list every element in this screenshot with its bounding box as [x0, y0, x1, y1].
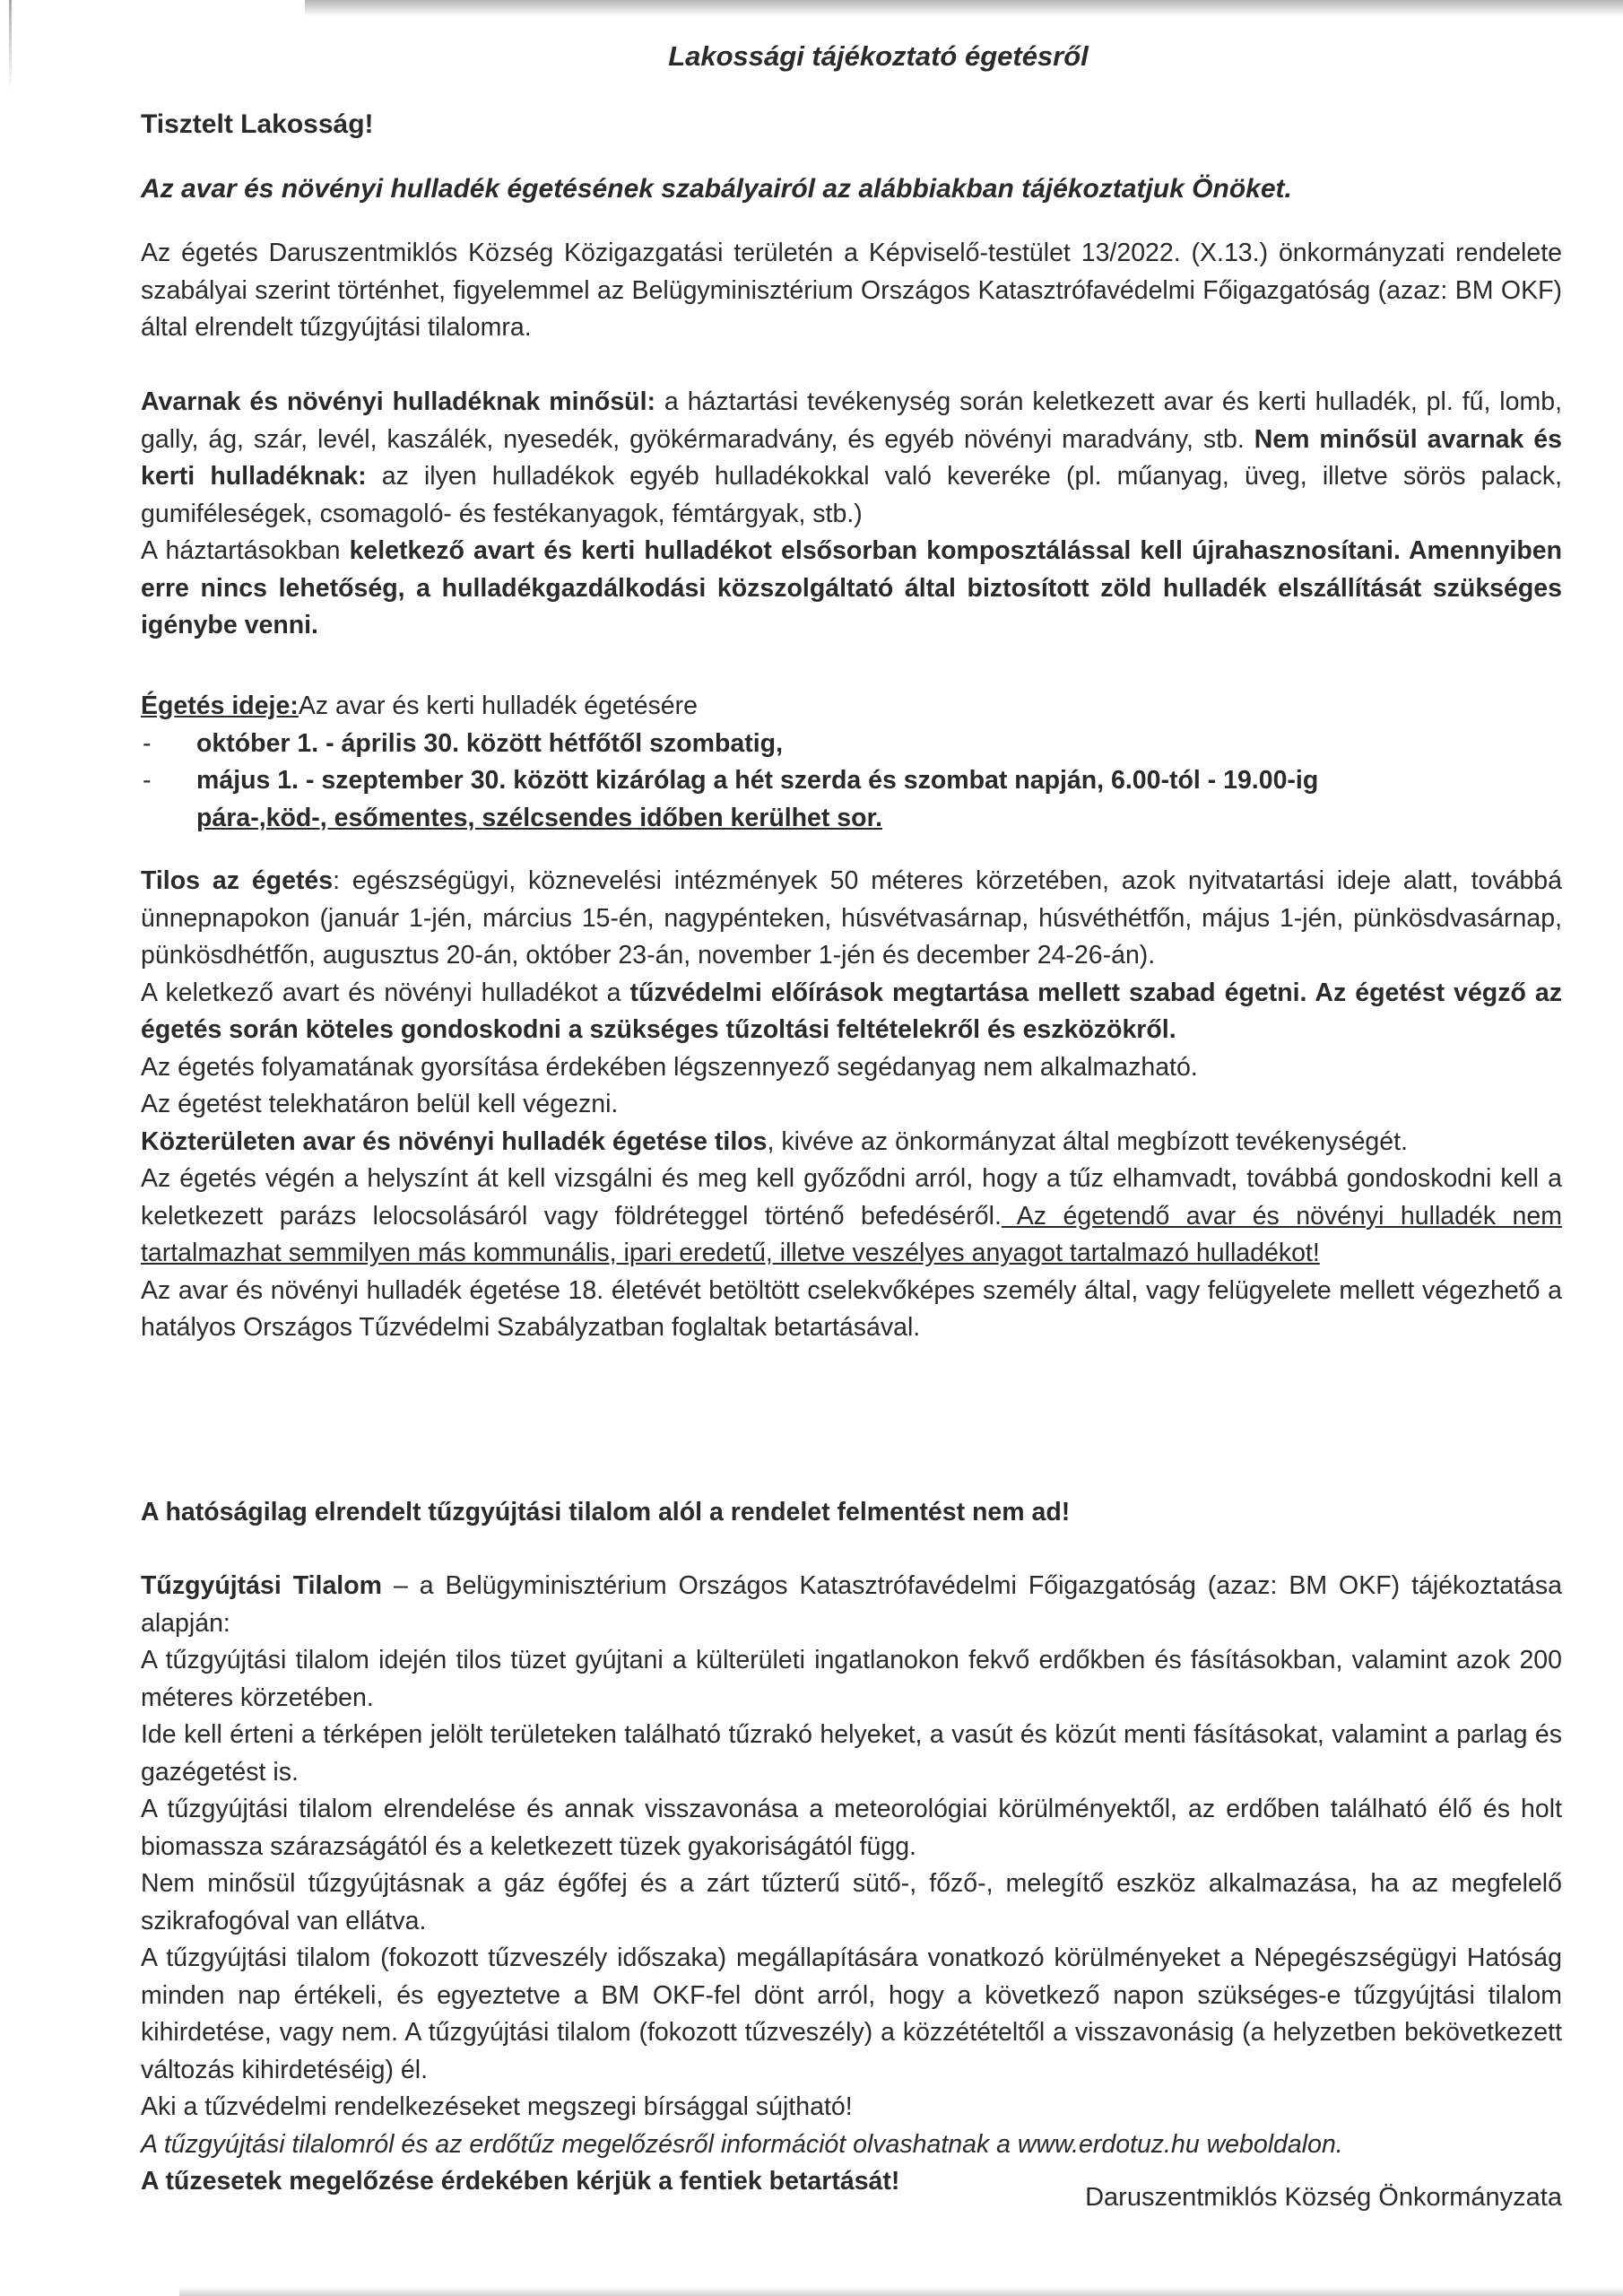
burning-period-text: október 1. - április 30. között hétfőtől szombatig,: [196, 728, 783, 758]
fire-ban-label: Tűzgyújtási Tilalom: [141, 1571, 382, 1600]
no-accelerant-text: Az égetés folyamatának gyorsítása érdekében légszennyező segédanyag nem alkalmazható.: [141, 1052, 1198, 1082]
fire-rules-paragraph: [141, 975, 1562, 1049]
public-area-paragraph: [141, 1124, 1562, 1161]
burning-time-label: Égetés ideje:: [141, 691, 299, 720]
fine-warning: Aki a tűzvédelmi rendelkezéseket megszegi bírsággal sújtható!: [141, 2092, 853, 2121]
document-title: Lakossági tájékoztató égetésről: [668, 40, 1089, 72]
public-area-text: , kivéve az önkormányzat által megbízott tevékenységét.: [767, 1126, 1408, 1156]
fire-ban-section: [141, 1568, 1562, 2201]
scan-shadow-bottom: [179, 2287, 1623, 2296]
prohibition-section: [141, 863, 1562, 1347]
fire-ban-paragraph: A tűzgyújtási tilalom idején tilos tüzet gyújtani a külterületi ingatlanokon fekvő erdőkben és fásításokban, valamint azok 200 méteres körzetében.: [141, 1646, 1562, 1712]
website-info: A tűzgyújtási tilalomról és az erdőtűz megelőzésről információt olvashatnak a www.erdotuz.hu weboldalon.: [141, 2129, 1343, 2159]
not-qualifies-text: az ilyen hulladékok egyéb hulladékokkal való keveréke (pl. műanyag, üveg, illetve sörös palack, gumiféleségek, csomagoló- és festékanyagok, fémtárgyak, stb.): [141, 462, 1562, 528]
burning-time-text: Az avar és kerti hulladék égetésére: [298, 691, 698, 720]
weather-conditions: pára-,köd-, esőmentes, szélcsendes időben kerülhet sor.: [196, 803, 883, 832]
recycling-paragraph: [141, 533, 1562, 645]
prohibition-label: Tilos az égetés: [141, 866, 334, 895]
burning-time-heading: [141, 688, 1562, 726]
burning-time-list: [141, 726, 1562, 838]
fire-ban-intro: – a Belügyminisztérium Országos Katasztrófavédelmi Főigazgatóság (azaz: BM OKF) tájékoztatása alapján:: [141, 1571, 1563, 1638]
burning-period-item: [141, 726, 1562, 763]
public-area-bold: Közterületen avar és növényi hulladék égetése tilos: [141, 1126, 768, 1156]
closing-request: A tűzesetek megelőzése érdekében kérjük a fentiek betartását!: [141, 2167, 900, 2196]
after-burning-paragraph: [141, 1161, 1562, 1273]
scan-edge-left: [9, 0, 12, 90]
fire-ban-heading: [141, 1568, 1562, 1642]
recycling-bold: keletkező avart és kerti hulladékot elsősorban komposztálással kell újrahasznosítani. Amennyiben erre nincs lehetőség, a hulladékgazdálkodási közszolgáltató által biztosított zöld hulladék elszállítását szükséges igénybe venni.: [141, 536, 1562, 639]
no-exemption-text: A hatóságilag elrendelt tűzgyújtási tilalom alól a rendelet felmentést nem ad!: [141, 1498, 1071, 1526]
scan-shadow-top: [305, 0, 1623, 16]
within-plot-text: Az égetést telekhatáron belül kell végezni.: [141, 1090, 619, 1118]
legal-basis-paragraph: [141, 235, 1562, 347]
not-qualifies-label: Nem minősül avarnak és kerti hulladéknak:: [141, 424, 1562, 491]
signature: Daruszentmiklós Község Önkormányzata: [1085, 2183, 1562, 2212]
definition-section: [141, 384, 1562, 645]
dash-bullet: -: [143, 766, 152, 795]
fire-ban-paragraph: Nem minősül tűzgyújtásnak a gáz égőfej és a zárt tűzterű sütő-, főző-, melegítő eszköz alkalmazása, ha az megfelelő szikrafogóval van ellátva.: [141, 1869, 1562, 1935]
burning-period-text: május 1. - szeptember 30. között kizárólag a hét szerda és szombat napján, 6.00-tól - 19.00-ig: [196, 766, 1319, 795]
no-exemption-notice: [141, 1494, 1562, 1532]
fire-ban-paragraph: A tűzgyújtási tilalom elrendelése és annak visszavonása a meteorológiai körülményektől, az erdőben található élő és holt biomassza szárazságától és a keletkezett tüzek gyakoriságától függ.: [141, 1795, 1562, 1861]
after-burning-text: Az égetés végén a helyszínt át kell vizsgálni és meg kell győződni arról, hogy a tűz elhamvadt, továbbá gondoskodni kell a keletkezett parázs lelocsolásáról vagy földréteggel történő befedéséről.: [141, 1164, 1562, 1231]
burning-time-section: [141, 688, 1562, 837]
intro-sentence: Az avar és növényi hulladék égetésének szabályairól az alábbiakban tájékoztatjuk Önöket.: [141, 174, 1292, 204]
qualifies-label: Avarnak és növényi hulladéknak minősül:: [141, 387, 655, 416]
burning-period-item: [141, 762, 1562, 837]
age-requirement-text: Az avar és növényi hulladék égetése 18. életévét betöltött cselekvőképes személy által, vagy felügyelete mellett végezhető a hatályos Országos Tűzvédelmi Szabályzatban foglaltak betartásával.: [141, 1275, 1562, 1342]
dash-bullet: -: [143, 728, 152, 758]
no-other-waste-warning: Az égetendő avar és növényi hulladék nem tartalmazhat semmilyen más kommunális, ipari eredetű, illetve veszélyes anyagot tartalmazó hulladékot!: [141, 1201, 1562, 1267]
greeting: Tisztelt Lakosság!: [141, 109, 374, 139]
fire-ban-paragraph: A tűzgyújtási tilalom (fokozott tűzveszély időszaka) megállapítására vonatkozó körülményeket a Népegészségügyi Hatóság minden nap értékeli, és egyeztetve a BM OKF-fel dönt arról, hogy a következő napon szükséges-e tűzgyújtási tilalom kihirdetése, vagy nem. A tűzgyújtási tilalom (fokozott tűzveszély) a közzétételtől a visszavonásig (a helyzetben bekövetkezett változás kihirdetéséig) él.: [141, 1944, 1562, 2084]
qualifies-text: a háztartási tevékenység során keletkezett avar és kerti hulladék, pl. fű, lomb, gally, ág, szár, levél, kaszálék, nyesedék, gyökérmaradvány, és egyéb növényi maradvány, stb.: [141, 387, 1562, 454]
prohibition-text: : egészségügyi, köznevelési intézmények 50 méteres körzetében, azok nyitvatartási ideje alatt, továbbá ünnepnapokon (január 1-jén, március 15-én, nagypénteken, húsvétvasárnap, húsvéthétfőn, május 1-jén, pünkösdvasárnap, pünkösdhétfőn, augusztus 20-án, október 23-án, november 1-jén és december 24-26-án).: [141, 866, 1562, 970]
fire-ban-paragraph: Ide kell érteni a térképen jelölt területeken található tűzrakó helyeket, a vasút és közút menti fásításokat, valamint a parlag és gazégetést is.: [141, 1720, 1562, 1787]
definition-paragraph: [141, 384, 1562, 533]
prohibition-paragraph: [141, 863, 1562, 975]
fire-rules-bold: tűzvédelmi előírások megtartása mellett szabad égetni. Az égetést végző az égetés során köteles gondoskodni a szükséges tűzoltási feltételekről és eszközökről.: [141, 978, 1562, 1044]
legal-basis-text: Az égetés Daruszentmiklós Község Közigazgatási területén a Képviselő-testület 13/2022. (X.13.) önkormányzati rendelete szabályai szerint történhet, figyelemmel az Belügyminisztérium Országos Katasztrófavédelmi Főigazgatóság (azaz: BM OKF) által elrendelt tűzgyújtási tilalomra.: [141, 239, 1562, 342]
recycling-prefix: A háztartásokban: [141, 536, 350, 565]
fire-rules-prefix: A keletkező avart és növényi hulladékot a: [141, 978, 630, 1007]
